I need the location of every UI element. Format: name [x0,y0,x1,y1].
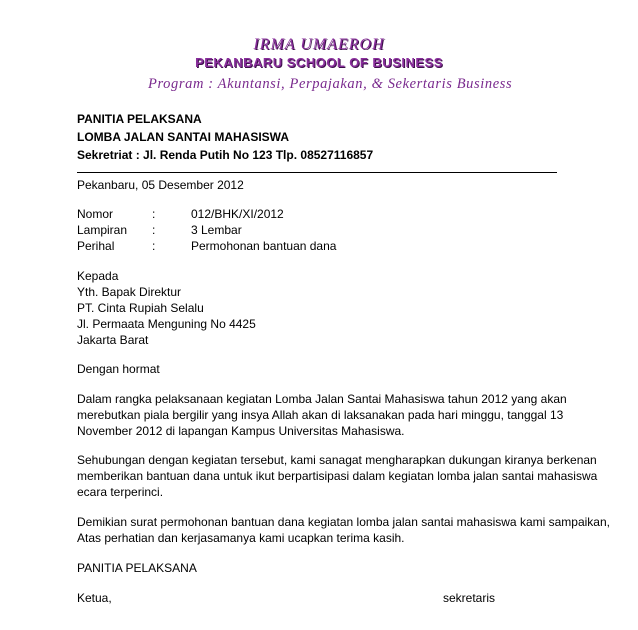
paragraph-line: ecara terperinci. [77,485,164,499]
meta-value-lampiran: 3 Lembar [191,223,242,237]
date-line: Pekanbaru, 05 Desember 2012 [77,178,244,192]
paragraph-line: Atas perhatian dan kerjasamanya kami ucapkan terima kasih. [77,531,405,545]
meta-sep: : [152,239,156,253]
closing-committee: PANITIA PELAKSANA [77,561,197,575]
recipient-line: Jakarta Barat [77,333,149,347]
letterhead-program: Program : Akuntansi, Perpajakan, & Sekertaris Business [148,76,513,92]
meta-label-nomor: Nomor [77,207,114,221]
recipient-line: Kepada [77,269,119,283]
letterhead-school: PEKANBARU SCHOOL OF BUSINESS [195,55,443,70]
meta-sep: : [152,207,156,221]
paragraph-line: November 2012 di lapangan Kampus Universitas Mahasiswa. [77,424,405,438]
signature-right-label: sekretaris [443,591,496,605]
recipient-line: Yth. Bapak Direktur [77,285,182,299]
recipient-line: PT. Cinta Rupiah Selalu [77,301,204,315]
paragraph-line: memberikan bantuan dana untuk ikut berpartisipasi dalam kegiatan lomba jalan santai mahasiswa [77,469,598,483]
paragraph-line: Dalam rangka pelaksanaan kegiatan Lomba Jalan Santai Mahasiswa tahun 2012 yang akan [77,392,567,406]
paragraph-line: merebutkan piala bergilir yang insya Allah akan di laksanakan pada hari minggu, tanggal 13 [77,408,564,422]
meta-label-lampiran: Lampiran [77,223,128,237]
meta-sep: : [152,223,156,237]
letterhead-name: IRMA UMAEROH [253,36,385,53]
meta-value-nomor: 012/BHK/XI/2012 [191,207,284,221]
meta-value-perihal: Permohonan bantuan dana [191,239,337,253]
committee-title: PANITIA PELAKSANA [77,112,202,126]
recipient-line: Jl. Permaata Menguning No 4425 [77,317,256,331]
divider-line [77,172,557,173]
committee-event: LOMBA JALAN SANTAI MAHASISWA [77,130,289,144]
signature-left-label: Ketua, [77,591,112,605]
paragraph-line: Demikian surat permohonan bantuan dana kegiatan lomba jalan santai mahasiswa kami sampaikan, [77,515,610,529]
paragraph-line: Sehubungan dengan kegiatan tersebut, kami sanagat mengharapkan dukungan kiranya berkenan [77,453,597,467]
greeting: Dengan hormat [77,362,160,376]
committee-secretariat: Sekretriat : Jl. Renda Putih No 123 Tlp. 08527116857 [77,148,374,162]
meta-label-perihal: Perihal [77,239,115,253]
